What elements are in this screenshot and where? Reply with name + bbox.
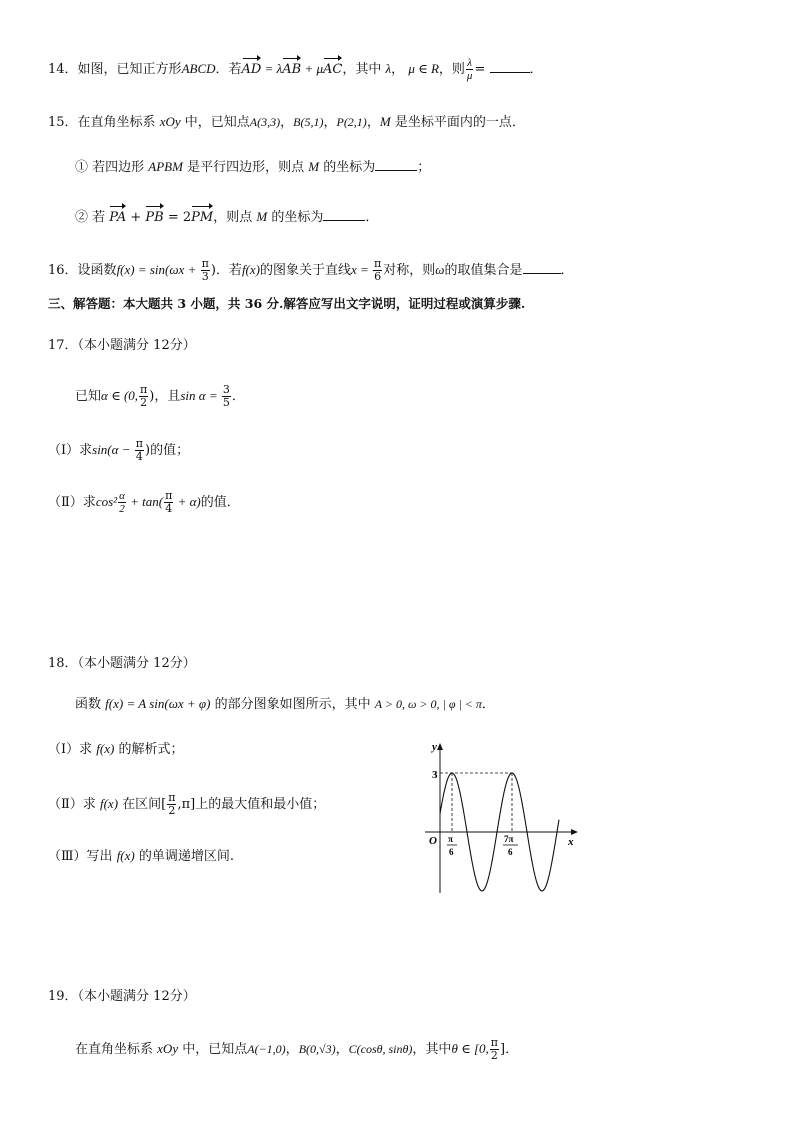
q15-part1-text: 是平行四边形，则点: [187, 160, 305, 175]
q17-part2-label: （Ⅱ）求: [48, 495, 96, 510]
question-17-given: [75, 384, 245, 409]
q18-part1-label: （Ⅰ）求: [48, 742, 93, 757]
q15-text: 中，已知点: [184, 115, 250, 130]
vector-pa: PA: [109, 203, 126, 228]
q14-text: ，则: [438, 62, 465, 77]
question-19-header: 19．（本小题满分 12分）: [48, 989, 196, 1004]
q19-text: 在直角坐标系: [75, 1042, 154, 1057]
xoy: xOy: [157, 1041, 179, 1056]
q14-plus: + μ: [301, 61, 324, 76]
answer-blank[interactable]: [323, 208, 365, 221]
point-m: M: [379, 114, 391, 129]
q14-text: ．若: [215, 62, 242, 77]
frac-den: 2: [140, 396, 148, 409]
pi-over-4: [164, 490, 173, 515]
q18-part3-label: （Ⅲ）写出: [48, 849, 113, 864]
q18-cond: A > 0, ω > 0, | φ | < π: [374, 697, 482, 711]
question-15: [48, 112, 525, 133]
q17-given-text: 已知: [75, 389, 102, 404]
lambda: λ: [385, 61, 392, 76]
q16-close: ): [210, 263, 216, 278]
q18-end: ．: [481, 697, 495, 712]
q17-expr: sin(α −: [92, 442, 134, 457]
q19-text: 中，已知点: [182, 1042, 248, 1057]
q17-close: ): [144, 443, 151, 458]
q17-part1-label: （Ⅰ）求: [48, 443, 93, 458]
q17-alpha-in: α ∈ (0,: [101, 388, 139, 403]
frac-den: 2: [119, 503, 125, 515]
answer-blank[interactable]: [490, 60, 530, 73]
lambda-over-mu: [466, 57, 474, 82]
frac-den: 4: [135, 450, 143, 463]
q16-end: ．: [560, 263, 574, 278]
square-label: ABCD: [181, 61, 216, 76]
q15-eq: = 2: [163, 210, 192, 225]
q19-text: ，其中: [412, 1042, 452, 1057]
tick-7pi-6-num: 7π: [504, 834, 514, 844]
pi-over-2: [167, 792, 176, 817]
q16-fx: f(x) = sin(ωx +: [116, 262, 200, 277]
point-m: M: [256, 209, 268, 224]
q15-part1-end: ；: [417, 160, 431, 175]
frac-num: π: [201, 257, 209, 270]
tick-pi-6-num: π: [448, 834, 453, 844]
frac-den: 5: [222, 396, 230, 409]
quad-apbm: APBM: [148, 159, 183, 174]
q15-part2-text: ，则点: [213, 210, 253, 225]
q17-plus: + tan(: [126, 494, 164, 509]
vector-ab: AB: [282, 55, 301, 80]
q15-part1-text: 的坐标为: [323, 160, 376, 175]
pi-over-3: [201, 258, 210, 283]
question-number: 14．: [48, 62, 78, 77]
question-15-part-1: [75, 157, 430, 178]
q17-given-text: ，且: [154, 389, 181, 404]
q18-part2-label: （Ⅱ）求: [48, 797, 96, 812]
tick-7pi-6-den: 6: [508, 847, 513, 857]
sep: ，: [280, 115, 294, 130]
pi-over-2: [490, 1037, 499, 1062]
question-18-part-2: [48, 792, 325, 817]
q19-theta: θ ∈ [0,: [451, 1041, 489, 1056]
q17-end: ．: [231, 389, 245, 404]
question-19-text: [75, 1037, 518, 1062]
frac-num: π: [135, 437, 143, 450]
q17-part2-tail: 的值．: [200, 495, 240, 510]
point-a: A(−1,0): [247, 1042, 286, 1056]
q14-eq2: =: [474, 62, 486, 77]
vector-pb: PB: [145, 203, 163, 228]
q18-part2-tail: 上的最大值和最小值；: [195, 797, 326, 812]
tick-pi-6-den: 6: [449, 847, 454, 857]
question-17-header: 17．（本小题满分 12分）: [48, 338, 196, 353]
question-17-part-1: [48, 438, 189, 463]
q15-part1-label: ① 若四边形: [75, 160, 145, 175]
q18-fx: f(x): [99, 796, 119, 811]
sep: ，: [335, 1042, 349, 1057]
q18-intro-text: 的部分图象如图所示，其中: [214, 697, 371, 712]
question-15-part-2: [75, 203, 378, 228]
question-18-part-3: [48, 846, 234, 867]
q18-fx: f(x): [96, 741, 115, 756]
vector-ac: AC: [323, 55, 342, 80]
frac-den: 3: [201, 270, 209, 283]
question-14: [48, 55, 543, 82]
question-18-intro: [75, 694, 495, 715]
vector-pm: PM: [191, 203, 213, 228]
q16-fx2: f(x): [241, 262, 260, 277]
answer-blank[interactable]: [375, 158, 417, 171]
frac-num: π: [165, 489, 173, 502]
point-b: B(5,1): [293, 115, 324, 129]
question-18-part-1: [48, 739, 183, 760]
q16-text: 的取值集合是: [444, 263, 523, 278]
q16-xeq: x =: [351, 262, 373, 277]
q18-part2-text: 在区间[: [122, 797, 167, 812]
frac-den: 4: [165, 502, 173, 515]
q14-comma: ，: [391, 62, 405, 77]
frac-num: 3: [222, 383, 230, 396]
frac-num: π: [374, 257, 382, 270]
q16-text: 对称，则: [383, 263, 436, 278]
section-3-title: 三、解答题：本大题共 3 小题，共 36 分.解答应写出文字说明，证明过程或演算步骤.: [48, 296, 526, 311]
q18-part3-tail: 的单调递增区间.: [138, 849, 235, 864]
frac-num: λ: [467, 57, 473, 69]
q15-plus: +: [126, 210, 146, 225]
q15-part2-end: ．: [365, 210, 379, 225]
pi-over-6: [373, 258, 382, 283]
question-18-header: 18．（本小题满分 12分）: [48, 656, 196, 671]
origin-label: O: [429, 835, 437, 847]
sep: ，: [366, 115, 380, 130]
q18-part1-tail: 的解析式；: [118, 742, 184, 757]
q18-fx: f(x) = A sin(ωx + φ): [105, 696, 211, 711]
pi-over-4: [135, 438, 144, 463]
q18-intro-text: 函数: [75, 697, 102, 712]
q15-part2-label: ② 若: [75, 210, 106, 225]
q15-part2-text: 的坐标为: [271, 210, 324, 225]
mu-in-r: μ ∈ R: [408, 61, 439, 76]
point-p: P(2,1): [336, 115, 367, 129]
q18-fx: f(x): [116, 848, 135, 863]
point-m: M: [308, 159, 320, 174]
question-17-part-2: [48, 490, 240, 515]
alpha-over-2: [118, 490, 126, 515]
frac-num: π: [168, 791, 176, 804]
sep: ，: [323, 115, 337, 130]
y-axis-label: y: [432, 741, 437, 753]
point-a: A(3,3): [249, 115, 281, 129]
question-16: [48, 258, 574, 283]
pi-over-2: [139, 384, 148, 409]
q17-sin: sin α =: [180, 388, 221, 403]
q14-text: 如图，已知正方形: [77, 62, 182, 77]
answer-blank[interactable]: [523, 261, 561, 274]
frac-den: 2: [168, 804, 176, 817]
q15-text: 是坐标平面内的一点．: [394, 115, 525, 130]
q16-text: 设函数: [77, 263, 117, 278]
frac-den: μ: [466, 70, 473, 82]
frac-num: α: [119, 490, 125, 502]
frac-den: 6: [374, 270, 382, 283]
q14-eq: = λ: [261, 61, 283, 76]
q17-close: ): [149, 389, 155, 404]
q14-text: ，其中: [342, 62, 382, 77]
three-fifths: [222, 384, 231, 409]
q15-text: 在直角坐标系: [77, 115, 156, 130]
max-label: 3: [432, 769, 438, 781]
q17-alpha2: + α): [174, 494, 201, 509]
xoy: xOy: [159, 114, 181, 129]
q19-end: ．: [505, 1042, 519, 1057]
question-number: 16．: [48, 263, 78, 278]
vector-ad: AD: [242, 55, 262, 80]
sine-graph: [420, 735, 590, 900]
q17-cos: cos²: [95, 494, 118, 509]
question-number: 15．: [48, 115, 78, 130]
point-b: B(0,√3): [298, 1042, 336, 1056]
q17-part1-tail: 的值；: [150, 443, 190, 458]
x-axis-label: x: [568, 836, 574, 848]
q18-part2-rest: ,π]: [177, 797, 196, 812]
q14-end: ．: [529, 62, 543, 77]
q16-text: ．若: [215, 263, 242, 278]
q19-close: ]: [500, 1042, 506, 1057]
y-axis-arrow: [437, 743, 443, 750]
point-c: C(cosθ, sinθ): [348, 1042, 413, 1056]
q16-text: 的图象关于直线: [259, 263, 351, 278]
omega: ω: [435, 262, 445, 277]
frac-num: π: [140, 383, 148, 396]
x-axis-arrow: [571, 829, 578, 835]
sep: ，: [285, 1042, 299, 1057]
frac-den: 2: [490, 1049, 498, 1062]
frac-num: π: [490, 1036, 498, 1049]
